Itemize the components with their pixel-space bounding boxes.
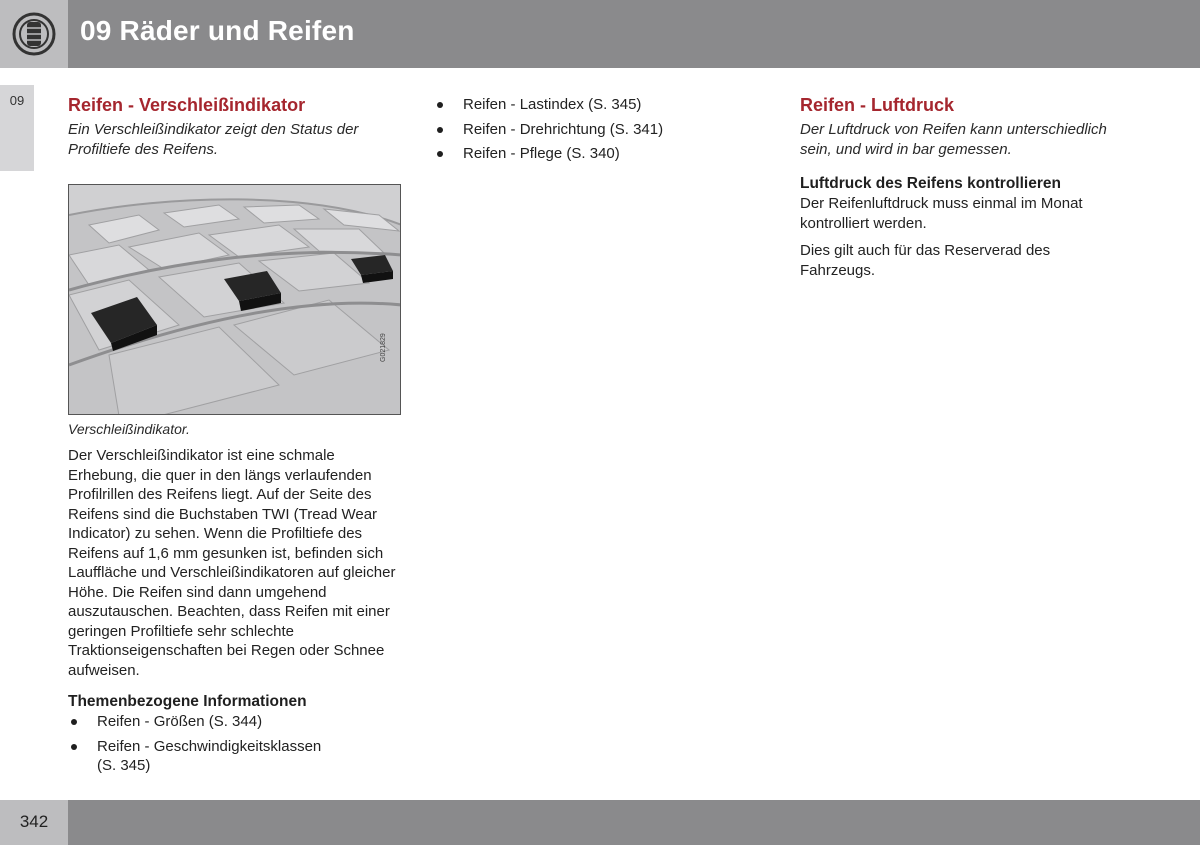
related-info-list-continued	[434, 95, 754, 164]
related-info-list	[68, 712, 403, 776]
wear-indicator-body: Der Verschleißindikator ist eine schmale Erhebung, die quer in den längs verlaufenden Profilrillen des Reifens liegt. Auf der Seite des Reifens sind die Buchstaben TWI (Tread Wear Indicator) zu sehen. Wenn die Profiltiefe des Reifens auf 1,6 mm gesunken ist, befinden sich Lauffläche und Verschleißindikatoren auf gleicher Höhe. Die Reifen sind dann umgehend auszutauschen. Beachten, dass Reifen mit einer geringen Profiltiefe sehr schlechte Traktionseigenschaften bei Regen oder Schnee aufweisen.	[68, 447, 396, 679]
bullet-icon	[437, 151, 443, 157]
side-tab-label: 09	[9, 93, 25, 108]
header-icon-box	[0, 0, 68, 68]
section-heading-tire-pressure: Reifen - Luftdruck	[800, 95, 955, 115]
chapter-side-tab[interactable]	[0, 85, 34, 171]
tread-wear-illustration	[68, 184, 401, 415]
related-link[interactable]: Reifen - Pflege (S. 340)	[434, 144, 754, 164]
related-link[interactable]: Reifen - Drehrichtung (S. 341)	[434, 120, 754, 140]
middle-column	[434, 95, 754, 169]
section-intro: Der Luftdruck von Reifen kann unterschiedlich sein, und wird in bar gemessen.	[800, 121, 1107, 158]
related-info-heading: Themenbezogene Informationen	[68, 693, 307, 710]
footer-page-box	[0, 800, 68, 845]
related-link[interactable]: Reifen - Geschwindigkeitsklassen (S. 345)	[68, 737, 403, 776]
section-heading-wear-indicator: Reifen - Verschleißindikator	[68, 95, 306, 115]
figure-code: G021829	[380, 333, 387, 362]
wheel-tire-icon	[12, 12, 56, 56]
bullet-icon	[71, 719, 77, 725]
right-column	[800, 92, 1120, 280]
left-column	[68, 92, 403, 781]
related-link[interactable]: Reifen - Größen (S. 344)	[68, 712, 403, 732]
bullet-icon	[437, 127, 443, 133]
pressure-paragraph-2: Dies gilt auch für das Reserverad des Fahrzeugs.	[800, 242, 1051, 279]
bullet-icon	[71, 744, 77, 750]
related-link[interactable]: Reifen - Lastindex (S. 345)	[434, 95, 754, 115]
bullet-icon	[437, 102, 443, 108]
footer-bar	[68, 800, 1200, 845]
figure-caption: Verschleißindikator.	[68, 421, 190, 437]
page-number: 342	[19, 812, 49, 831]
subheading-check-pressure: Luftdruck des Reifens kontrollieren	[800, 175, 1061, 192]
section-intro: Ein Verschleißindikator zeigt den Status der Profiltiefe des Reifens.	[68, 121, 359, 158]
pressure-paragraph-1: Der Reifenluftdruck muss einmal im Monat kontrolliert werden.	[800, 195, 1083, 232]
tire-tread-drawing	[69, 185, 401, 415]
chapter-title: 09 Räder und Reifen	[80, 15, 355, 46]
